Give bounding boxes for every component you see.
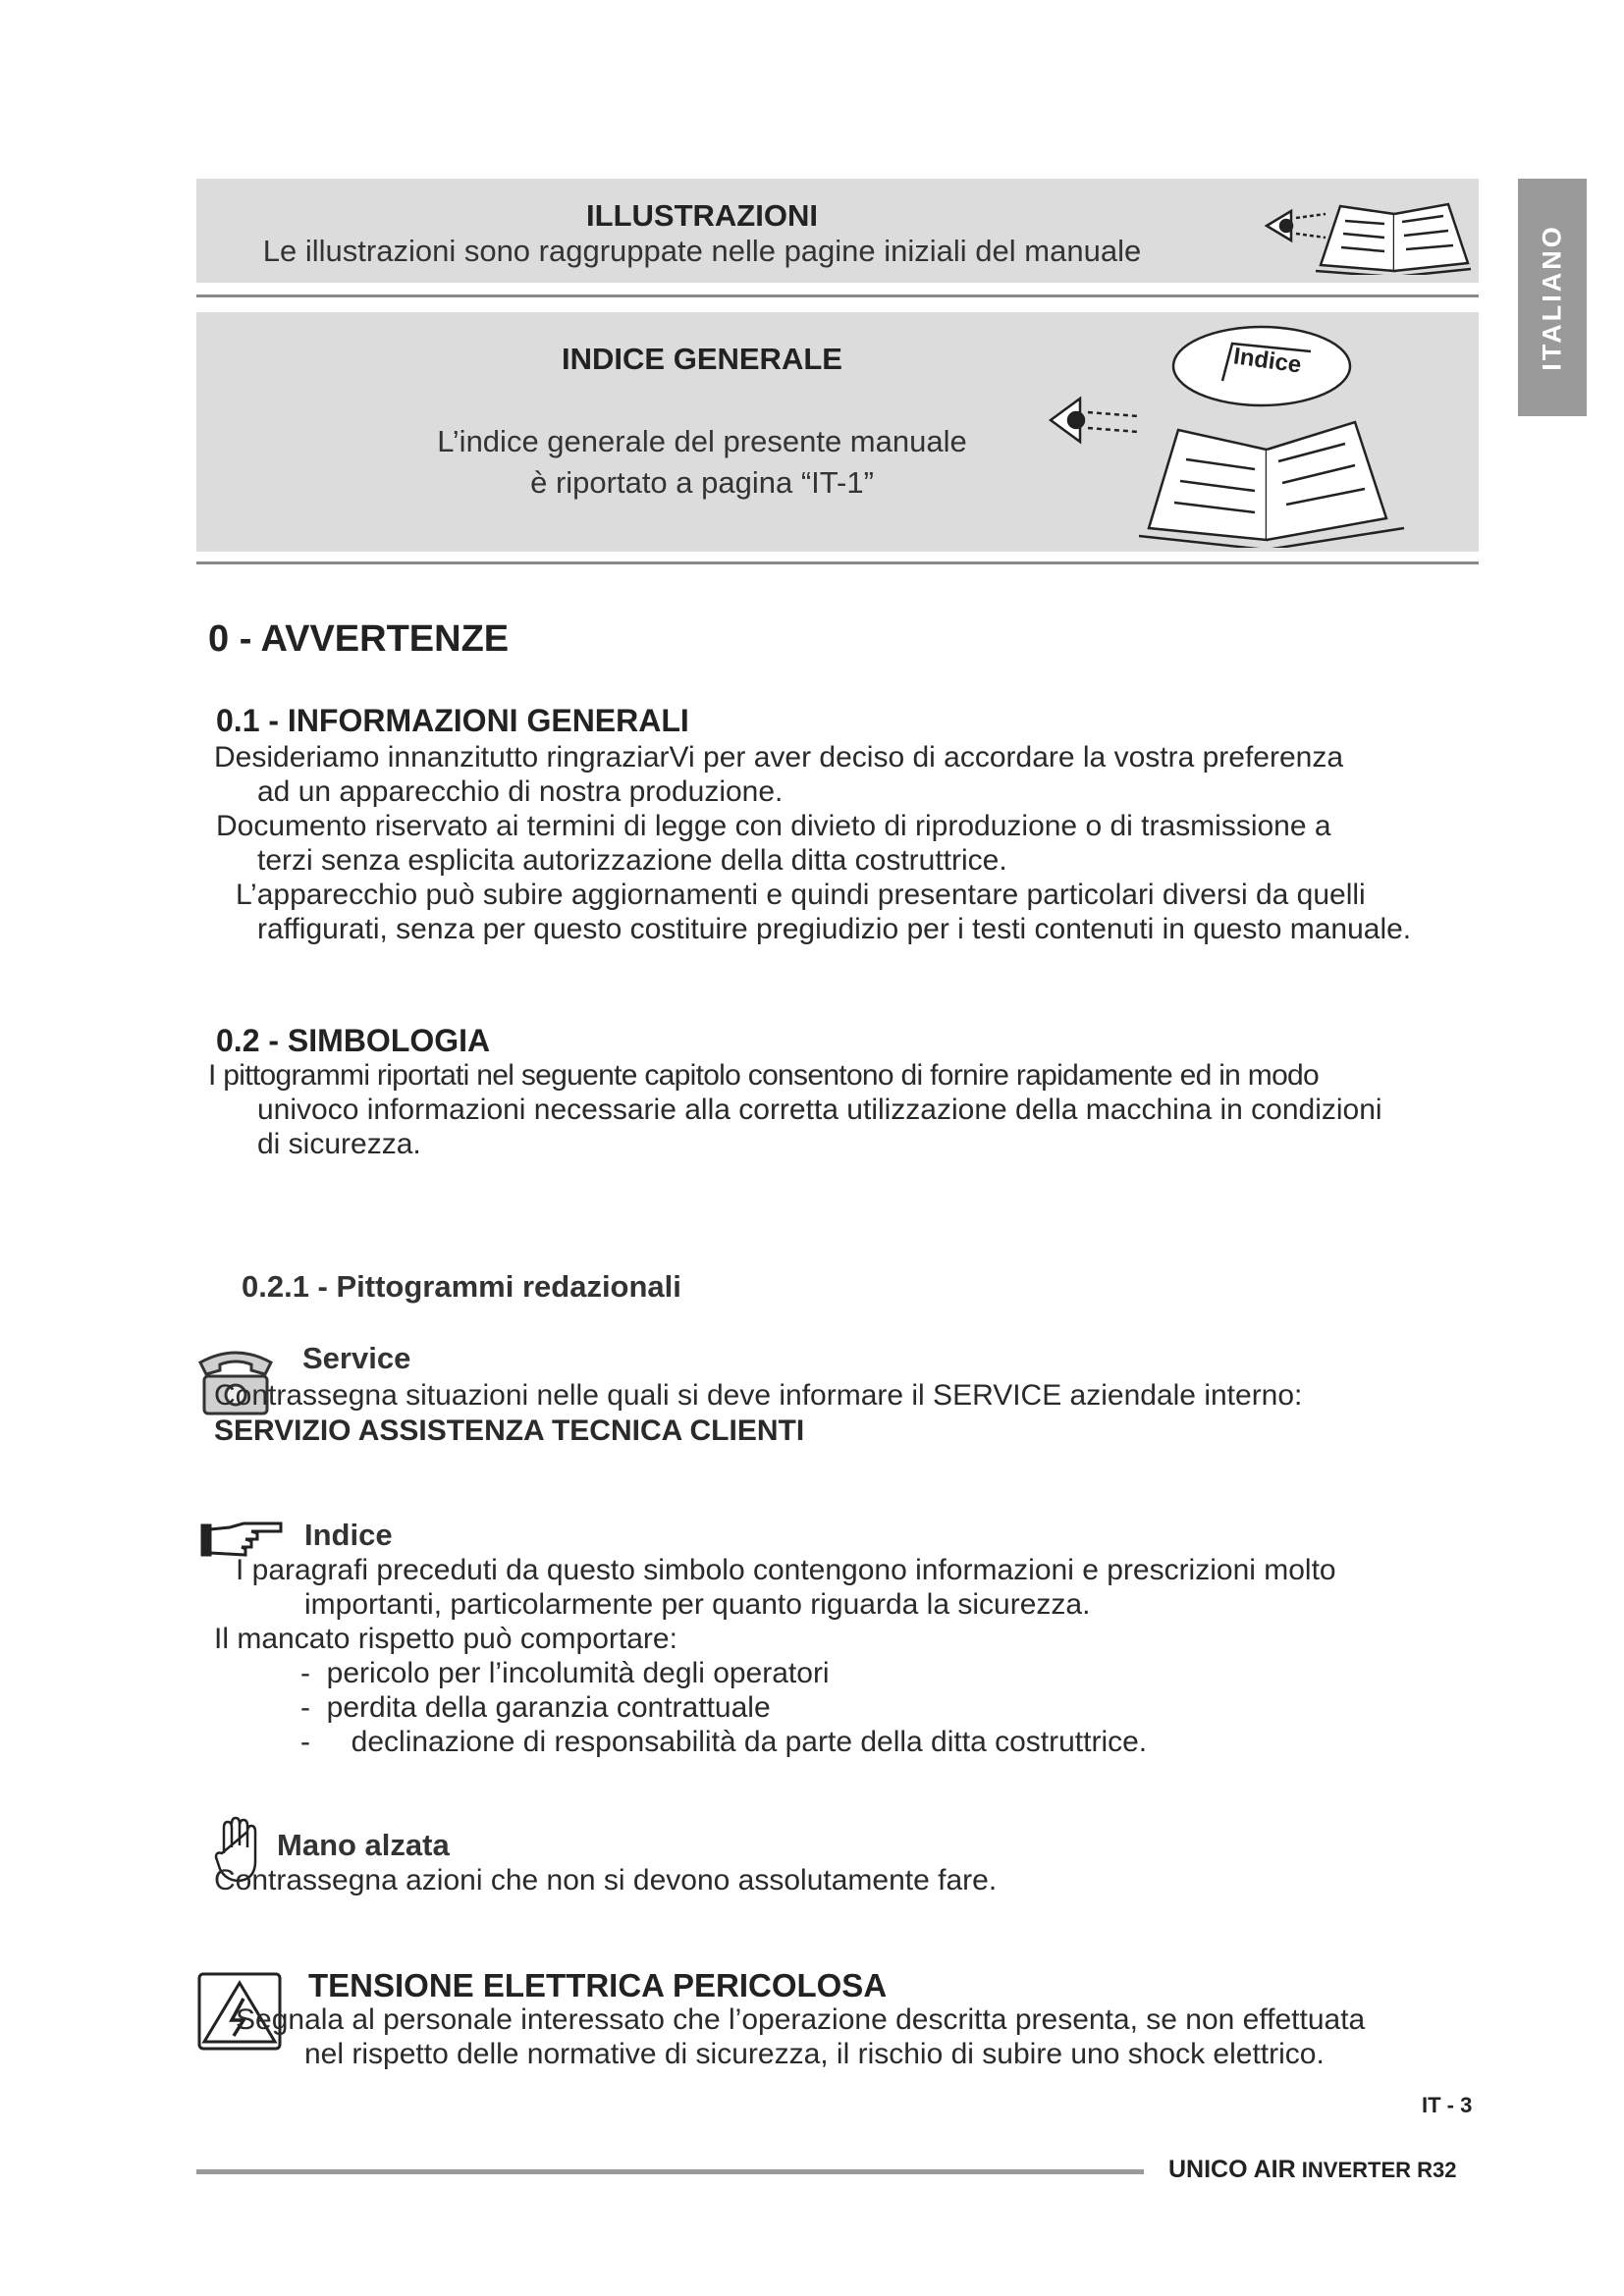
service-label: SERVIZIO ASSISTENZA TECNICA CLIENTI (214, 1415, 805, 1447)
paragraph-line: Documento riservato ai termini di legge con divieto di riproduzione o di trasmissione a (216, 810, 1331, 842)
footer-model (1168, 2156, 1456, 2184)
index-bubble-label: Indice (1231, 343, 1303, 379)
mano-title: Mano alzata (277, 1828, 450, 1862)
tensione-title: TENSIONE ELETTRICA PERICOLOSA (308, 1967, 888, 2003)
tensione-line: nel rispetto delle normative di sicurezza, il rischio di subire uno shock elettrico. (304, 2038, 1325, 2070)
divider-2 (196, 561, 1479, 564)
indice-bullet: - perdita della garanzia contrattuale (300, 1691, 771, 1724)
paragraph-line: I pittogrammi riportati nel seguente capitolo consentono di fornire rapidamente ed in modo (208, 1059, 1320, 1092)
page-number: IT - 3 (1422, 2093, 1473, 2117)
section-title-avvertenze: 0 - AVVERTENZE (208, 618, 510, 660)
index-line-1: L’indice generale del presente manuale (437, 424, 967, 458)
paragraph-line: Desideriamo innanzitutto ringraziarVi per aver deciso di accordare la vostra preferenza (214, 741, 1344, 774)
index-line-2: è riportato a pagina “IT-1” (530, 465, 874, 500)
mano-text: Contrassegna azioni che non si devono assolutamente fare. (214, 1864, 998, 1896)
service-title: Service (302, 1341, 411, 1375)
footer-model-sub: INVERTER R32 (1301, 2158, 1457, 2182)
subsection-title-pittogrammi: 0.2.1 - Pittogrammi redazionali (242, 1269, 681, 1304)
tensione-line: Segnala al personale interessato che l’operazione descritta presenta, se non effettuata (236, 2003, 1366, 2036)
index-banner (196, 312, 1479, 552)
indice-line: Il mancato rispetto può comportare: (214, 1623, 677, 1655)
subsection-title-simbologia: 0.2 - SIMBOLOGIA (216, 1023, 491, 1058)
language-tab-label: ITALIANO (1537, 224, 1567, 371)
paragraph-line: terzi senza esplicita autorizzazione della ditta costruttrice. (257, 844, 1007, 877)
indice-title: Indice (304, 1518, 393, 1552)
indice-line: importanti, particolarmente per quanto riguarda la sicurezza. (304, 1588, 1091, 1621)
service-text: Contrassegna situazioni nelle quali si deve informare il SERVICE aziendale interno: (214, 1379, 1303, 1412)
index-title: INDICE GENERALE (562, 342, 842, 376)
illustrations-title: ILLUSTRAZIONI (586, 198, 818, 233)
indice-bullet: - declinazione di responsabilità da parte della ditta costruttrice. (300, 1726, 1148, 1758)
indice-line: I paragrafi preceduti da questo simbolo contengono informazioni e prescrizioni molto (236, 1554, 1336, 1586)
footer-divider (196, 2169, 1144, 2174)
footer-model-main: UNICO AIR (1168, 2156, 1296, 2183)
paragraph-line: L’apparecchio può subire aggiornamenti e quindi presentare particolari diversi da quelli (236, 879, 1366, 911)
illustrations-banner (196, 179, 1479, 283)
paragraph-line: di sicurezza. (257, 1128, 421, 1160)
paragraph-line: raffigurati, senza per questo costituire pregiudizio per i testi contenuti in questo manuale. (257, 913, 1412, 945)
eye-book-icon (1247, 187, 1473, 275)
paragraph-line: ad un apparecchio di nostra produzione. (257, 775, 784, 808)
illustrations-text: Le illustrazioni sono raggruppate nelle pagine iniziali del manuale (262, 234, 1142, 268)
divider-1 (196, 294, 1479, 297)
subsection-title-informazioni: 0.1 - INFORMAZIONI GENERALI (216, 703, 689, 738)
paragraph-line: univoco informazioni necessarie alla corretta utilizzazione della macchina in condizioni (257, 1094, 1382, 1126)
indice-bullet: - pericolo per l’incolumità degli operatori (300, 1657, 830, 1689)
language-tab (1518, 179, 1587, 416)
